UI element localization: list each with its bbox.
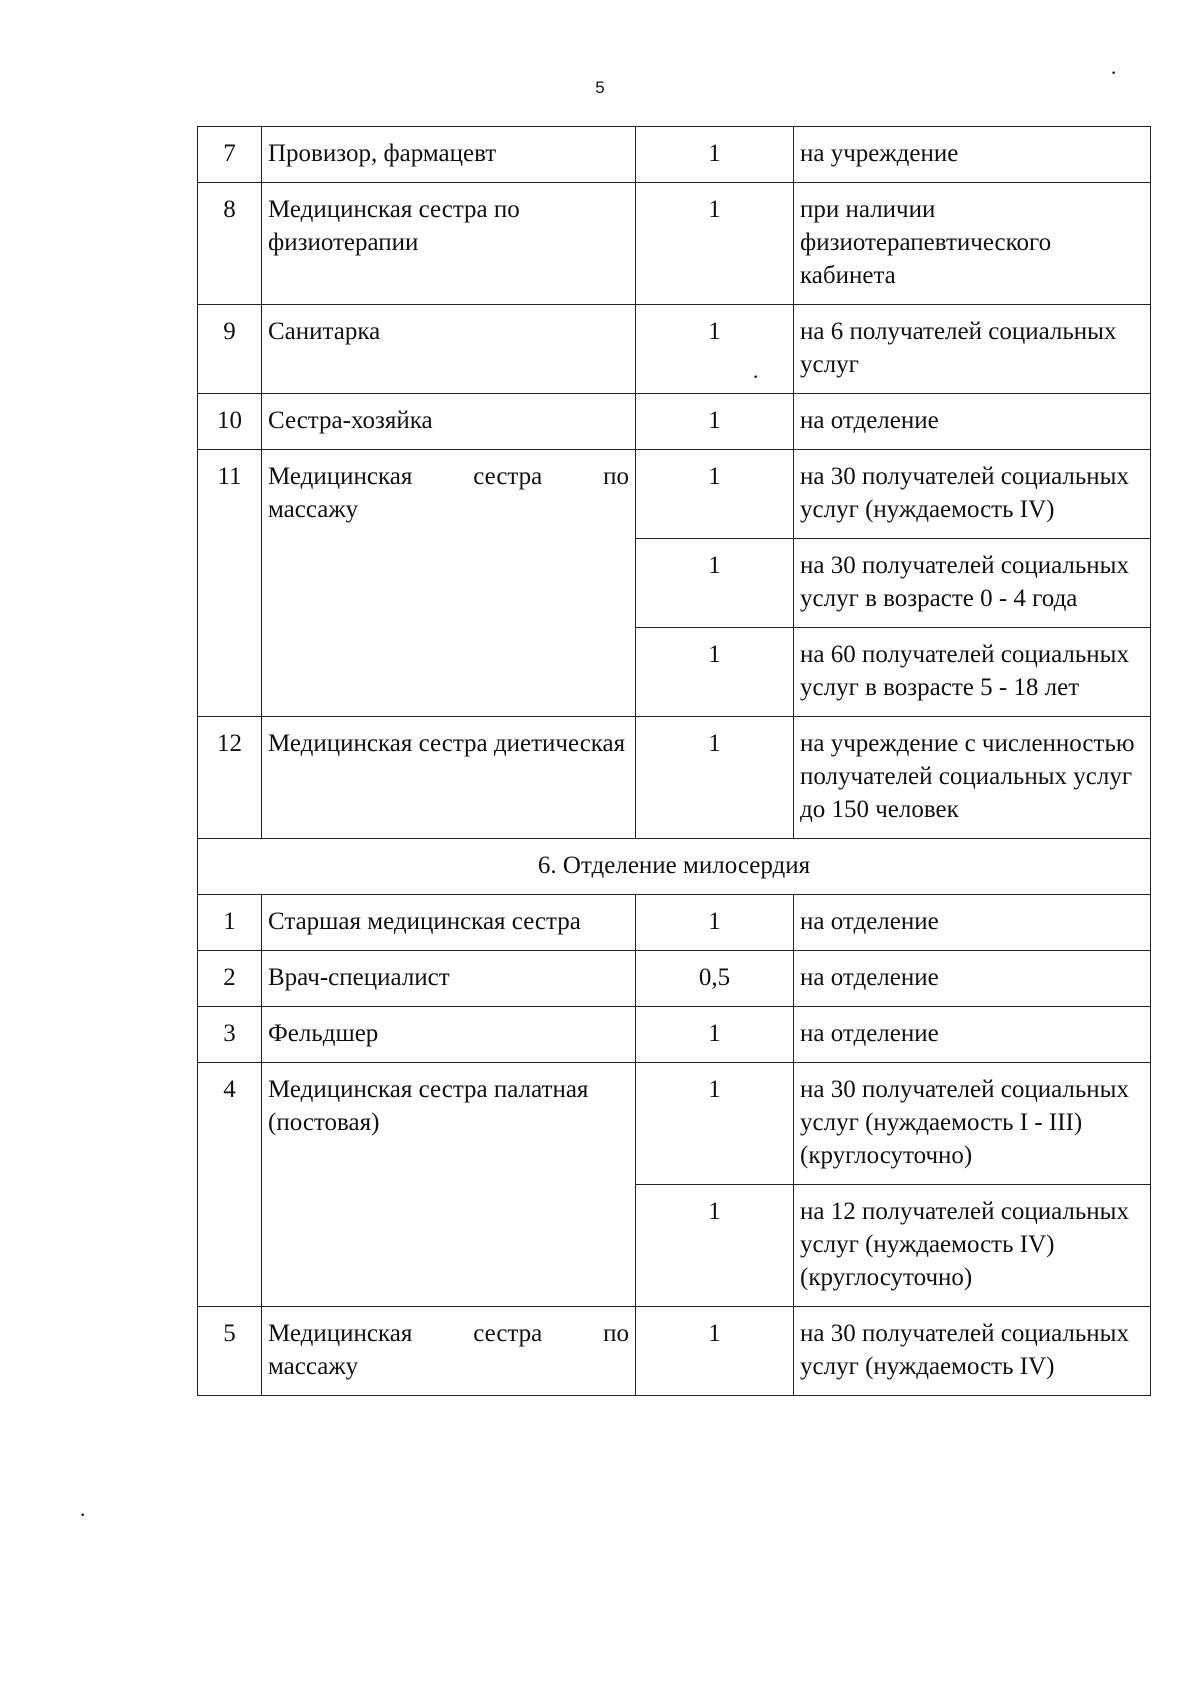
section-header-row [198, 839, 1151, 895]
section-title: 6. Отделение милосердия [198, 839, 1151, 895]
table-row [198, 305, 1151, 394]
staffing-basis: на отделение [794, 1007, 1151, 1063]
row-number: 3 [198, 1007, 262, 1063]
table-row [198, 127, 1151, 183]
staff-count: 1 [636, 394, 794, 450]
position-name: Медицинская сестра палатная (постовая) [262, 1063, 636, 1307]
position-name-word: Медицинская [268, 463, 413, 490]
staffing-basis: на отделение [794, 951, 1151, 1007]
position-name-rest: массажу [268, 496, 359, 523]
staffing-basis: на 6 получателей социальных услуг [794, 305, 1151, 394]
staffing-basis: на 30 получателей социальных услуг (нуждаемость IV) [794, 1307, 1151, 1396]
staff-count: 1 [636, 450, 794, 539]
staffing-basis: на учреждение [794, 127, 1151, 183]
position-name: Фельдшер [262, 1007, 636, 1063]
staffing-basis: на 12 получателей социальных услуг (нуждаемость IV) (круглосуточно) [794, 1185, 1151, 1307]
row-number: 1 [198, 895, 262, 951]
position-name: Врач-специалист [262, 951, 636, 1007]
table-row [198, 1063, 1151, 1185]
table-row [198, 895, 1151, 951]
staff-count: 1 [636, 628, 794, 717]
row-number: 2 [198, 951, 262, 1007]
position-name-word: по [603, 463, 629, 490]
position-name: Провизор, фармацевт [262, 127, 636, 183]
staff-count: 1 [636, 305, 794, 394]
position-name: Сестра-хозяйка [262, 394, 636, 450]
staff-table-body-top [198, 127, 1151, 839]
table-row [198, 717, 1151, 839]
table-row [198, 394, 1151, 450]
position-name-word: сестра [473, 463, 543, 490]
table-row [198, 1007, 1151, 1063]
staff-count: 1 [636, 895, 794, 951]
position-name-rest: массажу [268, 1353, 359, 1380]
staff-count: 1 [636, 717, 794, 839]
staff-count: 1 [636, 127, 794, 183]
staff-table [197, 126, 1151, 1396]
position-name-word: по [603, 1320, 629, 1347]
position-name-word: Медицинская [268, 1320, 413, 1347]
staff-count: 1 [636, 1307, 794, 1396]
staffing-basis: на учреждение с численностью получателей социальных услуг до 150 человек [794, 717, 1151, 839]
staff-count: 1 [636, 1185, 794, 1307]
table-row [198, 1307, 1151, 1396]
row-number: 12 [198, 717, 262, 839]
page-number: 5 [595, 78, 605, 97]
staff-count: 1 [636, 539, 794, 628]
position-name-word: сестра [473, 1320, 543, 1347]
staff-count: 1 [636, 1007, 794, 1063]
scan-speck: · [79, 1502, 87, 1527]
row-number: 10 [198, 394, 262, 450]
position-name: Старшая медицинская сестра [262, 895, 636, 951]
staffing-basis: на 30 получателей социальных услуг в возрасте 0 - 4 года [794, 539, 1151, 628]
row-number: 5 [198, 1307, 262, 1396]
staffing-basis: при наличии физиотерапевтического кабинета [794, 183, 1151, 305]
staffing-basis: на 60 получателей социальных услуг в возрасте 5 - 18 лет [794, 628, 1151, 717]
position-name-line [268, 460, 629, 493]
row-number: 11 [198, 450, 262, 717]
staffing-basis: на 30 получателей социальных услуг (нуждаемость I - III) (круглосуточно) [794, 1063, 1151, 1185]
table-row [198, 951, 1151, 1007]
staff-count: 0,5 [636, 951, 794, 1007]
position-name: Медицинская сестра диетическая [262, 717, 636, 839]
position-name [262, 450, 636, 717]
scan-speck: · [752, 364, 760, 389]
staff-count: 1 [636, 1063, 794, 1185]
position-name-line [268, 1317, 629, 1350]
row-number: 8 [198, 183, 262, 305]
position-name [262, 1307, 636, 1396]
scan-speck: · [1110, 60, 1118, 85]
row-number: 9 [198, 305, 262, 394]
row-number: 7 [198, 127, 262, 183]
position-name: Санитарка [262, 305, 636, 394]
staffing-basis: на отделение [794, 895, 1151, 951]
table-row [198, 183, 1151, 305]
staffing-basis: на отделение [794, 394, 1151, 450]
section-header-group [198, 839, 1151, 895]
staff-table-body-section [198, 895, 1151, 1396]
staff-count: 1 [636, 183, 794, 305]
position-name: Медицинская сестра по физиотерапии [262, 183, 636, 305]
row-number: 4 [198, 1063, 262, 1307]
staffing-basis: на 30 получателей социальных услуг (нуждаемость IV) [794, 450, 1151, 539]
table-row [198, 450, 1151, 539]
